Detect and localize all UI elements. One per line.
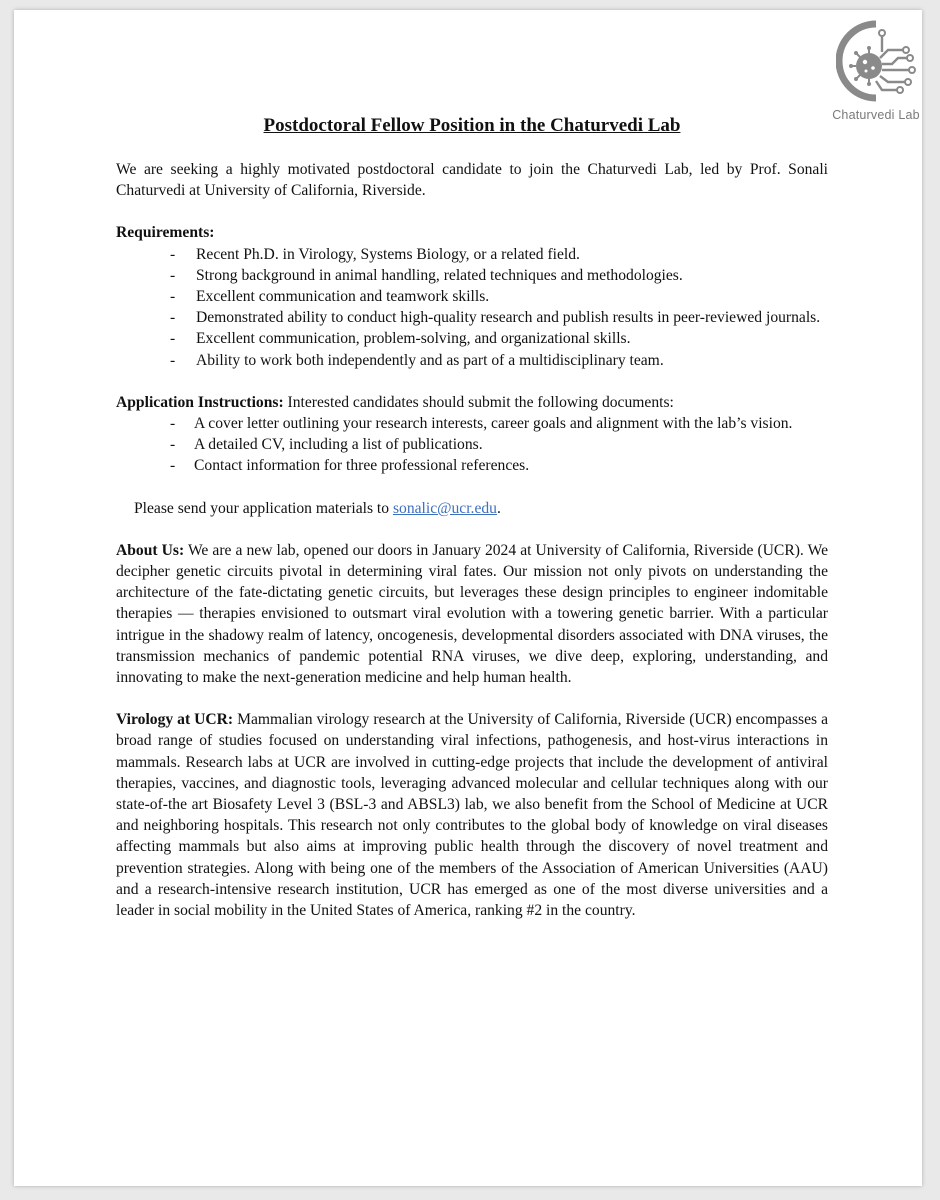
logo-text: Chaturvedi Lab xyxy=(832,108,920,122)
intro-paragraph: We are seeking a highly motivated postdoctoral candidate to join the Chaturvedi Lab, led by Prof. Sonali Chaturvedi at University of California, Riverside. xyxy=(116,161,828,200)
list-item: - Recent Ph.D. in Virology, Systems Biology, or a related field. xyxy=(196,244,828,265)
about-text: We are a new lab, opened our doors in January 2024 at University of California, Riverside (UCR). We decipher genetic circuits pivotal in determining viral fates. Our mission not only pivots on understanding the architecture of the fate-dictating genetic circuits, but leverages these design principles to engineer indomitable therapies — therapies envisioned to outsmart viral evolution with a towering genetic barrier. With a particular intrigue in the shadowy realm of latency, oncogenesis, developmental disorders associated with DNA viruses, the transmission mechanics of pandemic potential RNA viruses, we dive deep, exploring, understanding, and innovating to make the next-generation medicine and help human health. xyxy=(116,541,828,687)
application-heading xyxy=(116,392,828,413)
list-item: - Excellent communication and teamwork skills. xyxy=(196,286,828,307)
requirements-label: Requirements: xyxy=(116,224,215,242)
send-instructions xyxy=(134,498,828,519)
email-link[interactable]: sonalic@ucr.edu xyxy=(392,499,497,517)
virus-circuit-icon xyxy=(836,18,916,106)
about-label: About Us: xyxy=(116,541,185,559)
list-item: - A detailed CV, including a list of publications. xyxy=(194,434,828,455)
page-title: Postdoctoral Fellow Position in the Chaturvedi Lab xyxy=(263,115,681,136)
send-text: Please send your application materials to xyxy=(134,499,393,517)
virology-label: Virology at UCR: xyxy=(116,711,234,729)
list-item: - Contact information for three professional references. xyxy=(194,455,828,476)
document-page xyxy=(14,10,922,1186)
requirements-list xyxy=(116,244,828,371)
list-item: - Ability to work both independently and as part of a multidisciplinary team. xyxy=(196,350,828,371)
application-text: Interested candidates should submit the following documents: xyxy=(283,393,674,411)
requirements-heading xyxy=(116,222,828,243)
about-paragraph xyxy=(116,540,828,688)
send-end: . xyxy=(496,499,501,517)
application-label: Application Instructions: xyxy=(116,393,284,411)
list-item: - Strong background in animal handling, related techniques and methodologies. xyxy=(196,265,828,286)
lab-logo xyxy=(826,18,922,122)
virology-paragraph xyxy=(116,709,828,921)
virology-text: Mammalian virology research at the University of California, Riverside (UCR) encompasses a broad range of studies focused on understanding viral infections, pathogenesis, and host-virus interactions in mammals. Research labs at UCR are involved in cutting-edge projects that include the development of antiviral therapies, vaccines, and diagnostic tools, leveraging advanced molecular and cellular techniques along with our state-of-the art Biosafety Level 3 (BSL-3 and ABSL3) lab, we also benefit from the School of Medicine at UCR and neighboring hospitals. This research not only contributes to the global body of knowledge on viral diseases affecting mammals but also aims at improving public health through the discovery of novel treatment and prevention strategies. Along with being one of the members of the Association of American Universities (AAU) and a research-intensive research institution, UCR has emerged as one of the most diverse universities and a leader in social mobility in the United States of America, ranking #2 in the country. xyxy=(116,711,828,920)
list-item: - Demonstrated ability to conduct high-quality research and publish results in peer-reviewed journals. xyxy=(196,307,828,328)
document-body xyxy=(116,114,828,921)
list-item: - Excellent communication, problem-solving, and organizational skills. xyxy=(196,328,828,349)
application-list xyxy=(116,413,828,477)
list-item: - A cover letter outlining your research interests, career goals and alignment with the lab’s vision. xyxy=(194,413,828,434)
